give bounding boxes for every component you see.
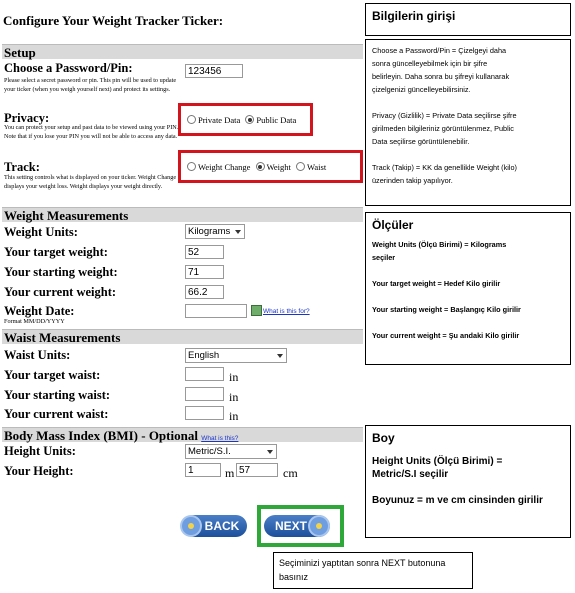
radio-selected-icon: [256, 162, 265, 171]
height-cm-unit: cm: [283, 466, 298, 480]
chevron-down-icon: [267, 450, 273, 454]
weight-date-label: Weight Date:: [4, 304, 75, 318]
height-label: Your Height:: [4, 464, 74, 478]
weight-units-label: Weight Units:: [4, 225, 78, 239]
weight-date-format: Format MM/DD/YYYY: [4, 318, 65, 325]
radio-selected-icon: [245, 115, 254, 124]
current-weight-input[interactable]: 66.2: [185, 285, 224, 299]
section-waist: Waist Measurements: [2, 329, 363, 344]
target-weight-label: Your target weight:: [4, 245, 108, 259]
radio-icon: [187, 162, 196, 171]
chevron-down-icon: [277, 354, 283, 358]
back-flower-icon: [182, 517, 200, 535]
current-waist-unit: in: [229, 409, 239, 423]
password-input[interactable]: 123456: [185, 64, 243, 78]
note-measurements: Ölçüler Weight Units (Ölçü Birimi) = Kilograms seçiler Your target weight = Hedef Kilo girilir Your starting weight = Başlangıç Kilo girilir Your current weight = Şu andaki Kilo girilir: [365, 212, 571, 365]
weight-units-select[interactable]: Kilograms: [185, 224, 245, 239]
target-weight-input[interactable]: 52: [185, 245, 224, 259]
starting-weight-input[interactable]: 71: [185, 265, 224, 279]
note-data-entry: Bilgilerin girişi: [365, 3, 571, 36]
height-units-select[interactable]: Metric/S.I.: [185, 444, 277, 459]
height-units-label: Height Units:: [4, 444, 76, 458]
starting-waist-input[interactable]: [185, 387, 224, 401]
calendar-icon[interactable]: [251, 305, 262, 316]
height-m-input[interactable]: 1: [185, 463, 221, 477]
starting-weight-label: Your starting weight:: [4, 265, 118, 279]
starting-waist-unit: in: [229, 390, 239, 404]
note-next: Seçiminizi yaptıtan sonra NEXT butonuna basınız: [273, 552, 473, 589]
waist-units-select[interactable]: English: [185, 348, 287, 363]
height-m-unit: m: [225, 466, 235, 480]
target-waist-input[interactable]: [185, 367, 224, 381]
note-height: Boy Height Units (Ölçü Birimi) = Metric/S.I seçilir Boyunuz = m ve cm cinsinden girilir: [365, 425, 571, 538]
next-button[interactable]: NEXT: [264, 515, 330, 537]
current-waist-input[interactable]: [185, 406, 224, 420]
password-label: Choose a Password/Pin:: [4, 61, 133, 75]
privacy-label: Privacy:: [4, 111, 50, 125]
privacy-radio-group: [187, 115, 296, 125]
privacy-option-private[interactable]: Private Data: [187, 115, 240, 125]
back-button[interactable]: BACK: [183, 515, 247, 537]
target-waist-unit: in: [229, 370, 239, 384]
track-radio-group: [187, 162, 326, 172]
radio-icon: [296, 162, 305, 171]
waist-units-label: Waist Units:: [4, 348, 71, 362]
current-weight-label: Your current weight:: [4, 285, 117, 299]
target-waist-label: Your target waist:: [4, 368, 101, 382]
current-waist-label: Your current waist:: [4, 407, 109, 421]
what-is-this-for-link[interactable]: What is this for?: [263, 308, 310, 315]
track-option-weight[interactable]: Weight: [256, 162, 291, 172]
what-is-this-link[interactable]: What is this?: [201, 435, 239, 442]
track-option-waist[interactable]: Waist: [296, 162, 326, 172]
section-weight: Weight Measurements: [2, 207, 363, 222]
note-setup: Choose a Password/Pin = Çizelgeyi daha sonra güncelleyebilmek için bir şifre belirleyin. Daha sonra bu şifreyi kullanarak çizelgenizi güncelleyebilirsiniz. Privacy (Gizlilik) = Private Data seçilirse şifre girilmeden bilgileriniz görüntülenmez, Public Data seçilirse görüntülenebilir. Track (Takip) = KK da genellikle Weight (kilo) üzerinden takip yapılıyor.: [365, 39, 571, 206]
section-setup: Setup: [2, 44, 363, 59]
privacy-option-public[interactable]: Public Data: [245, 115, 296, 125]
track-option-weight-change[interactable]: Weight Change: [187, 162, 250, 172]
radio-icon: [187, 115, 196, 124]
weight-date-input[interactable]: [185, 304, 247, 318]
section-bmi: Body Mass Index (BMI) - Optional What is this?: [2, 427, 363, 442]
page-title: Configure Your Weight Tracker Ticker:: [3, 13, 224, 28]
password-help: Please select a secret password or pin. This pin will be used to update your ticker (when you weigh yourself next) and protect its settings.: [4, 77, 177, 93]
privacy-help: You can protect your setup and past data to be viewed using your PIN. Note that if you lose your PIN you will not be able to access any data.: [4, 124, 179, 140]
chevron-down-icon: [235, 230, 241, 234]
track-label: Track:: [4, 160, 40, 174]
track-help: This setting controls what is displayed on your ticker. Weight Change displays your weight loss. Weight displays your weight directly.: [4, 174, 177, 190]
height-cm-input[interactable]: 57: [236, 463, 278, 477]
next-flower-icon: [310, 517, 328, 535]
starting-waist-label: Your starting waist:: [4, 388, 111, 402]
